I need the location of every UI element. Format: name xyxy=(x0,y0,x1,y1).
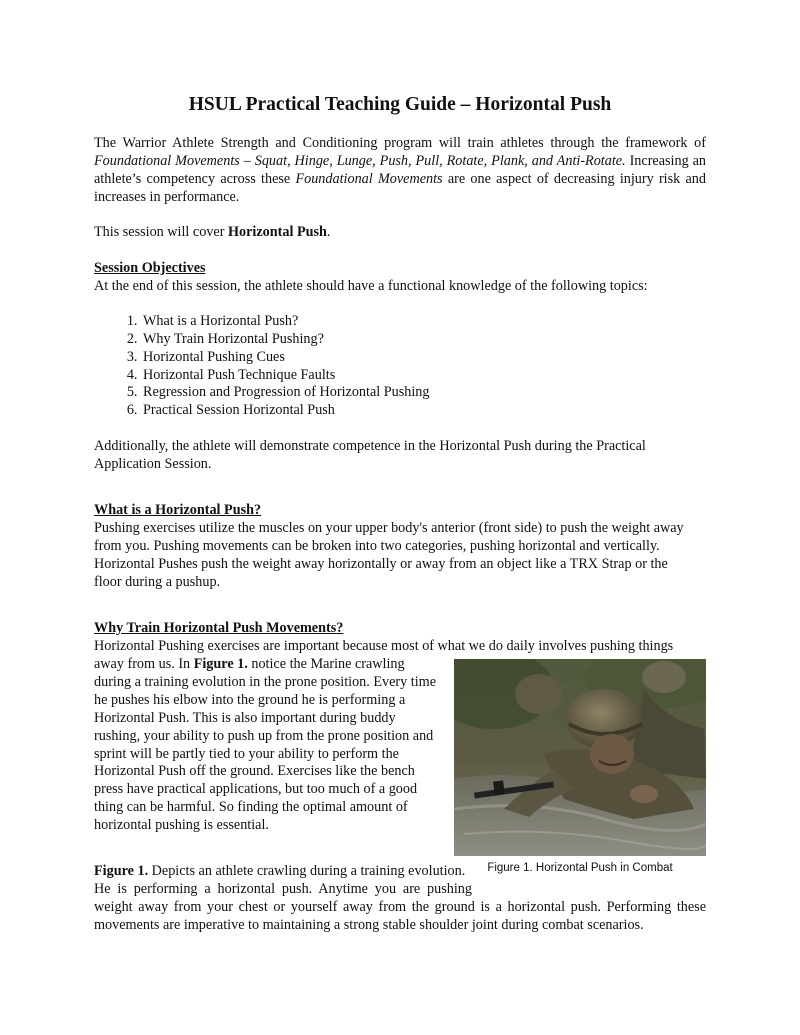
objective-item: 2. Why Train Horizontal Pushing? xyxy=(141,331,706,349)
what-is-section xyxy=(94,502,706,592)
page-title: HSUL Practical Teaching Guide – Horizontal Push xyxy=(188,94,612,115)
figure-description-rest: weight away from your chest or yourself away from the ground is a horizontal push. Performing these movements are imperative to maintaining a strong stable shoulder joint during combat scenarios. xyxy=(94,899,706,933)
objective-item: 5. Regression and Progression of Horizontal Pushing xyxy=(141,384,706,402)
objective-item: 4. Horizontal Push Technique Faults xyxy=(141,367,706,385)
intro-foundational-list: Foundational Movements – Squat, Hinge, Lunge, Push, Pull, Rotate, Plank, and Anti-Rotate. xyxy=(94,152,626,169)
intro-paragraph xyxy=(94,135,706,207)
session-cover-topic: Horizontal Push xyxy=(227,224,327,240)
figure-reference: Figure 1. xyxy=(193,656,248,672)
figure-description-ref: Figure 1. xyxy=(94,863,149,879)
why-train-wrap-prefix: away from us. In xyxy=(94,656,194,672)
why-train-section xyxy=(94,620,706,656)
why-train-wrapped-text xyxy=(94,656,442,835)
figure-1-photo xyxy=(454,659,706,856)
objective-item: 3. Horizontal Pushing Cues xyxy=(141,349,706,367)
session-cover-line xyxy=(94,224,706,242)
figure-1-caption: Figure 1. Horizontal Push in Combat xyxy=(487,862,673,874)
intro-foundational-movements: Foundational Movements xyxy=(295,170,443,187)
marine-crawling-illustration xyxy=(454,659,706,856)
additionally-paragraph: Additionally, the athlete will demonstrate competence in the Horizontal Push during the Practical Application Session. xyxy=(94,438,646,472)
what-is-heading: What is a Horizontal Push? xyxy=(94,502,262,518)
session-cover-prefix: This session will cover xyxy=(94,224,228,240)
figure-description-line2: He is performing a horizontal push. Anytime you are pushing xyxy=(94,880,472,897)
figure-description-line1-text: Depicts an athlete crawling during a training evolution. xyxy=(148,863,466,879)
objective-item: 1. What is a Horizontal Push? xyxy=(141,313,706,331)
objectives-list xyxy=(94,313,706,420)
intro-text-1: The Warrior Athlete Strength and Conditioning program will train athletes through the framework of xyxy=(94,135,706,151)
why-train-wrap-rest: notice the Marine crawling during a training evolution in the prone position. Every time he pushes his elbow into the ground he is performing a Horizontal Push. This is also important during buddy rushing, your ability to push up from the prone position and sprint will be partly tied to your ability to perform the Horizontal Push off the ground. Exercises like the bench press have practical applications, but too much of a good thing can be harmful. So finding the optimal amount of horizontal pushing is essential. xyxy=(94,656,437,834)
intro-text-3: competency across these xyxy=(141,170,296,187)
intro-text-2: Increasing an xyxy=(625,152,706,169)
intro-athletes: athlete’s xyxy=(94,170,142,187)
why-train-heading: Why Train Horizontal Push Movements? xyxy=(94,620,344,636)
intro-text-4: are one aspect of decreasing injury risk and increases in performance. xyxy=(94,170,706,205)
what-is-body: Pushing exercises utilize the muscles on your upper body's anterior (front side) to push the weight away from you. Pushing movements can be broken into two categories, pushing horizontal and vertically. Horizontal Pushes push the weight away horizontally or away from an object like a TRX Strap or the floor during a pushup. xyxy=(94,519,684,590)
session-objectives-heading: Session Objectives xyxy=(94,260,206,276)
session-objectives-section xyxy=(94,260,706,420)
figure-description-line1 xyxy=(94,863,472,881)
why-train-line1: Horizontal Pushing exercises are important because most of what we do daily involves pushing things xyxy=(94,637,674,654)
session-objectives-lead: At the end of this session, the athlete should have a functional knowledge of the following topics: xyxy=(94,277,648,294)
figure-description-wrapped xyxy=(94,863,472,899)
objective-item: 6. Practical Session Horizontal Push xyxy=(141,402,706,420)
session-cover-suffix: . xyxy=(326,224,331,240)
